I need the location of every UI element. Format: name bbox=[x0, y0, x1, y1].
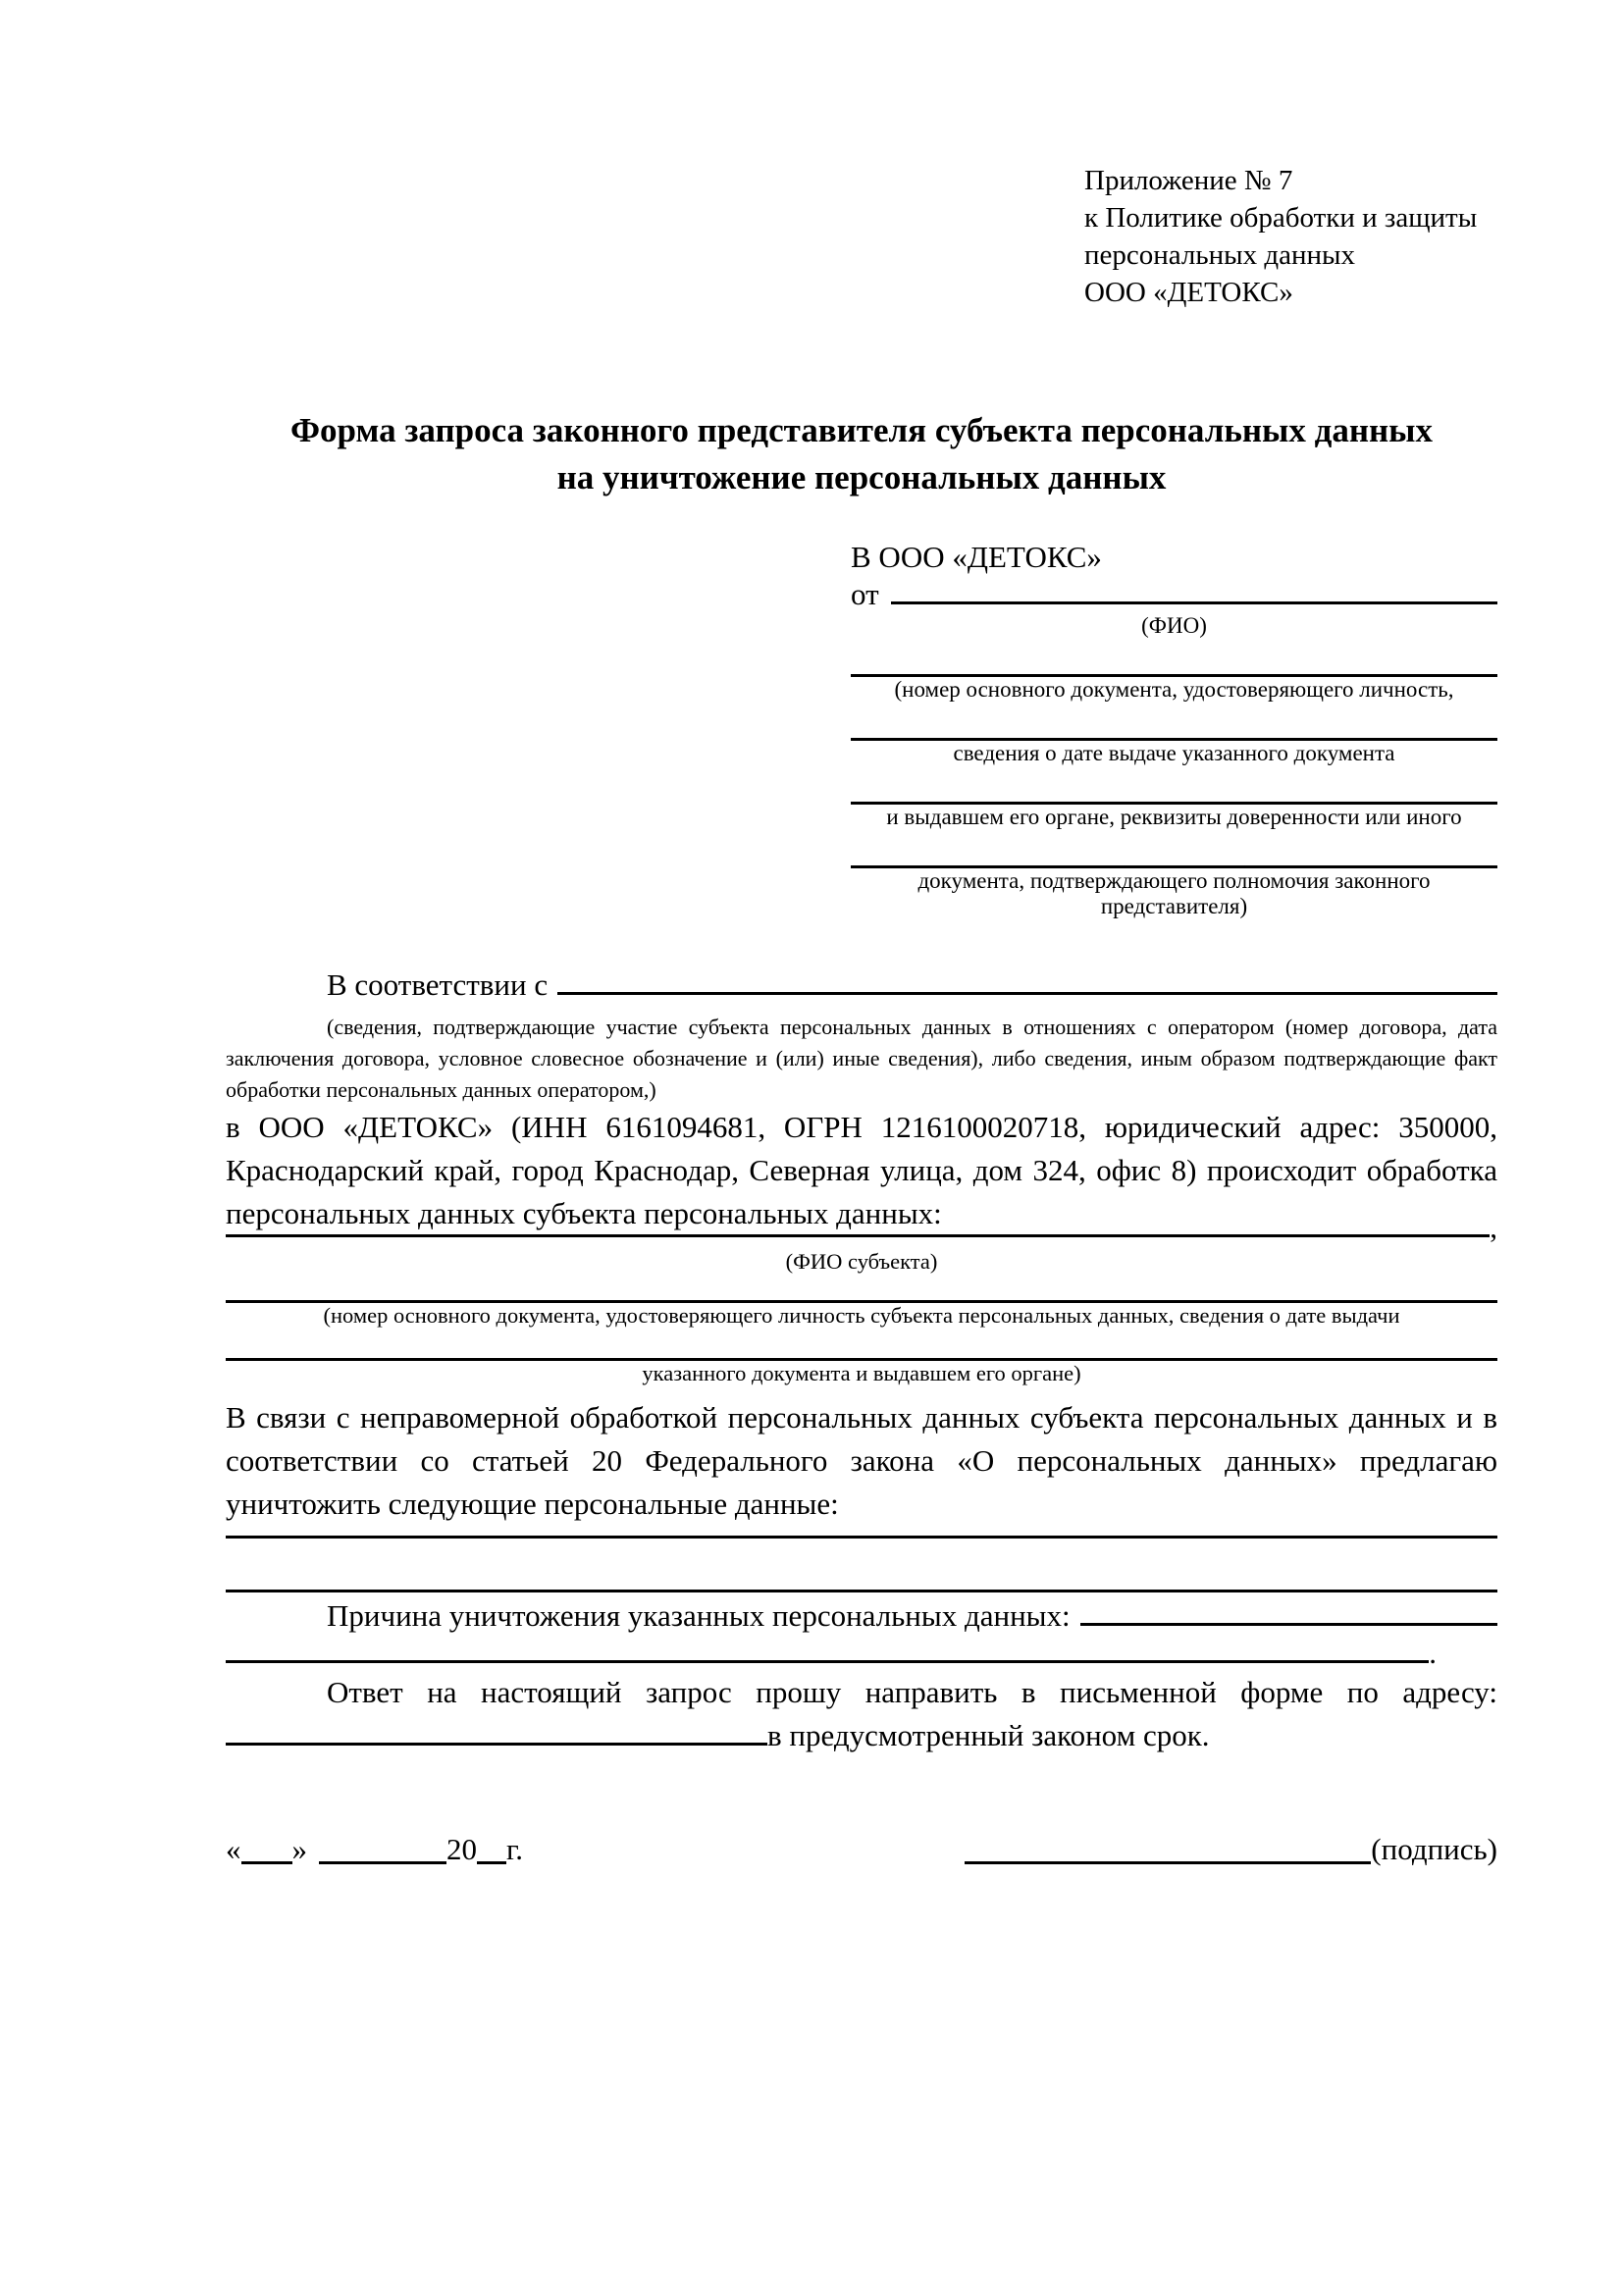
form-title-line-1: Форма запроса законного представителя субъекта персональных данных bbox=[290, 411, 1433, 449]
caption-issue-date: сведения о дате выдаче указанного документа bbox=[953, 741, 1395, 765]
document-number-blank-line bbox=[851, 639, 1497, 677]
subject-document-blank-line bbox=[226, 1275, 1497, 1303]
appendix-header bbox=[1084, 162, 1497, 311]
subject-authority-blank-line bbox=[226, 1329, 1497, 1361]
operator-paragraph: в ООО «ДЕТОКС» (ИНН 6161094681, ОГРН 1216100020718, юридический адрес: 350000, Краснодарский край, город Краснодар, Северная улица, дом 324, офис 8) происходит обработка персональных данных субъекта персональных данных: bbox=[226, 1110, 1497, 1230]
trailing-period: . bbox=[1429, 1636, 1437, 1670]
appendix-line: ООО «ДЕТОКС» bbox=[1084, 277, 1293, 308]
signature-row bbox=[226, 1828, 1497, 1871]
fio-blank-line bbox=[891, 601, 1497, 604]
addressee-to: В ООО «ДЕТОКС» bbox=[851, 540, 1102, 574]
accordance-row bbox=[226, 966, 1497, 1004]
day-blank-line bbox=[241, 1861, 292, 1864]
signature-caption: (подпись) bbox=[1371, 1832, 1497, 1866]
reply-suffix: в предусмотренный законом срок. bbox=[767, 1718, 1210, 1752]
authority-document-blank-line bbox=[851, 830, 1497, 868]
signature-blank-line bbox=[965, 1861, 1371, 1864]
reason-label: Причина уничтожения указанных персональных данных: bbox=[327, 1598, 1071, 1633]
year-blank-line bbox=[477, 1861, 506, 1864]
reason-blank-line bbox=[1080, 1623, 1497, 1626]
data-to-destroy-blank-line-2 bbox=[226, 1539, 1497, 1592]
issuing-authority-blank-line bbox=[851, 766, 1497, 805]
quote-close: » bbox=[291, 1832, 307, 1866]
appendix-line: Приложение № 7 bbox=[1084, 165, 1293, 196]
caption-subject-document: (номер основного документа, удостоверяющего личность субъекта персональных данных, сведения о дате выдачи bbox=[323, 1303, 1400, 1328]
accordance-blank-line bbox=[557, 992, 1497, 995]
accordance-label: В соответствии с bbox=[327, 967, 549, 1002]
caption-subject-fio: (ФИО субъекта) bbox=[785, 1249, 938, 1274]
reason-blank-line-2 bbox=[226, 1660, 1429, 1663]
appendix-line: к Политике обработки и защиты bbox=[1084, 202, 1478, 234]
from-row bbox=[851, 576, 1497, 613]
date-field bbox=[226, 1828, 523, 1871]
trailing-comma: , bbox=[1490, 1210, 1497, 1244]
data-to-destroy-blank-line-1 bbox=[226, 1526, 1497, 1539]
caption-document-number: (номер основного документа, удостоверяющего личность, bbox=[894, 677, 1454, 702]
caption-issuing-authority: и выдавшем его органе, реквизиты доверенности или иного bbox=[886, 805, 1462, 829]
reply-address-row bbox=[226, 1714, 1497, 1757]
form-title-line-2: на уничтожение персональных данных bbox=[556, 458, 1167, 496]
year-suffix: г. bbox=[506, 1832, 523, 1866]
caption-fio: (ФИО) bbox=[1141, 613, 1207, 638]
accordance-note: (сведения, подтверждающие участие субъекта персональных данных в отношениях с оператором (номер договора, дата заключения договора, условное словесное обозначение и (или) иные сведения), либо сведения, иным образом подтверждающие факт обработки персональных данных оператором,) bbox=[226, 1015, 1497, 1102]
quote-open: « bbox=[226, 1832, 241, 1866]
reply-sentence: Ответ на настоящий запрос прошу направить в письменной форме по адресу: bbox=[327, 1675, 1497, 1709]
from-label: от bbox=[851, 577, 879, 611]
subject-fio-blank-line bbox=[226, 1234, 1490, 1237]
year-prefix: 20 bbox=[446, 1832, 477, 1866]
appendix-line: персональных данных bbox=[1084, 239, 1356, 271]
caption-authority-document: документа, подтверждающего полномочия законного представителя) bbox=[917, 868, 1431, 918]
form-title bbox=[226, 407, 1497, 501]
caption-subject-authority: указанного документа и выдавшем его органе) bbox=[642, 1361, 1081, 1385]
issue-date-blank-line bbox=[851, 703, 1497, 741]
signature-field bbox=[965, 1828, 1497, 1871]
addressee-block bbox=[851, 539, 1497, 919]
request-paragraph: В связи с неправомерной обработкой персональных данных субъекта персональных данных и в соответствии со статьей 20 Федерального закона «О персональных данных» предлагаю уничтожить следующие персональные данные: bbox=[226, 1400, 1497, 1521]
reason-continuation-row bbox=[226, 1632, 1497, 1675]
reply-address-blank-line bbox=[226, 1743, 767, 1746]
month-blank-line bbox=[319, 1861, 446, 1864]
